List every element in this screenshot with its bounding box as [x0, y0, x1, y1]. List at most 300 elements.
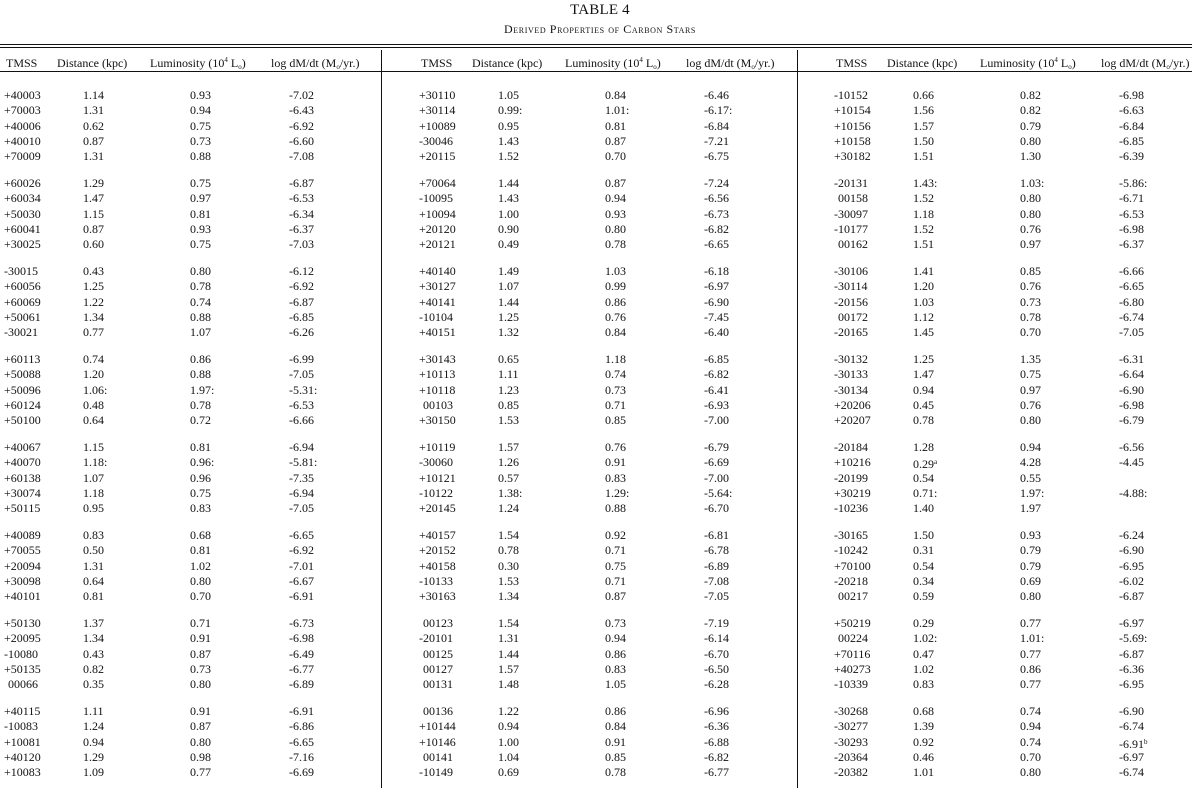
table-cell: 1.48: [498, 677, 519, 692]
table-cell: 1.53: [498, 573, 519, 588]
table-cell: -7.16: [289, 749, 314, 764]
table-cell: 1.52: [913, 221, 934, 236]
star-id: +40070: [4, 455, 41, 470]
table-cell: 0.93: [190, 221, 211, 236]
star-id: +60026: [4, 176, 41, 190]
table-cell: 1.35: [1020, 352, 1041, 366]
table-cell: 0.75: [605, 558, 626, 573]
table-cell: 1.52: [913, 191, 934, 206]
table-cell: -6.70: [704, 501, 729, 516]
table-cell: 0.75: [190, 118, 211, 133]
table-cell: 0.77: [1020, 646, 1041, 661]
table-cell: -6.88: [704, 734, 729, 749]
star-id: +40006: [4, 118, 41, 133]
table-cell: 0.80: [1020, 206, 1041, 221]
table-cell: 1.43: [498, 133, 519, 148]
table-cell: 1.43: [498, 191, 519, 206]
table-cell: 1.51: [913, 149, 934, 164]
star-id: -30097: [834, 206, 868, 221]
table-cell: 0.93: [605, 206, 626, 221]
table-cell: 0.77: [1020, 616, 1041, 630]
table-cell: -6.36: [704, 719, 729, 734]
table-cell: 0.99:: [498, 103, 523, 118]
star-id: +60041: [4, 221, 41, 236]
table-cell: -6.98: [1119, 397, 1144, 412]
table-cell: 1.07: [83, 470, 104, 485]
table-cell: 1.54: [498, 616, 519, 630]
star-id: +30110: [419, 88, 456, 102]
star-id: +20095: [4, 631, 41, 646]
table-cell: -6.75: [704, 149, 729, 164]
star-id: +10089: [419, 118, 456, 133]
table-cell: 0.71: [605, 573, 626, 588]
table-cell: 1.18: [83, 485, 104, 500]
star-id: -30277: [834, 719, 868, 734]
table-cell: 0.68: [913, 704, 934, 718]
table-cell: 0.84: [605, 325, 626, 340]
footnote-marker: b: [1144, 737, 1148, 746]
star-id: +20145: [419, 501, 456, 516]
table-cell: 1.02: [190, 558, 211, 573]
star-id: +40158: [419, 558, 456, 573]
table-cell: 1.07: [498, 279, 519, 294]
table-cell: 1.31: [83, 149, 104, 164]
table-cell: 0.80: [1020, 765, 1041, 780]
table-cell: -7.19: [704, 616, 729, 630]
column-header: log dM/dt $(M_o/yr.)$: [686, 56, 775, 71]
star-id: +30182: [834, 149, 871, 164]
star-id: +30150: [419, 413, 456, 428]
table-cell: 0.99: [605, 279, 626, 294]
table-cell: 0.96:: [190, 455, 215, 470]
table-cell: 0.83: [605, 470, 626, 485]
table-cell: -6.14: [704, 631, 729, 646]
table-cell: 1.05: [605, 677, 626, 692]
table-cell: 1.44: [498, 646, 519, 661]
star-id: +30098: [4, 573, 41, 588]
table-cell: -6.28: [704, 677, 729, 692]
table-cell: -6.82: [704, 367, 729, 382]
table-cell: 0.84: [605, 719, 626, 734]
table-cell: 1.25: [498, 309, 519, 324]
star-id: +70055: [4, 543, 41, 558]
table-cell: 0.77: [1020, 677, 1041, 692]
table-cell: 1.50: [913, 133, 934, 148]
table-cell: 1.28: [913, 440, 934, 454]
star-id: +30163: [419, 589, 456, 604]
star-id: -30021: [4, 325, 38, 340]
table-cell: 0.93: [1020, 528, 1041, 542]
table-cell: 1.11: [83, 704, 104, 718]
table-cell: 1.34: [83, 631, 104, 646]
table-cell: 1.20: [913, 279, 934, 294]
table-cell: 0.75: [190, 176, 211, 190]
star-id: +40115: [4, 704, 41, 718]
table-cell: 0.78: [605, 765, 626, 780]
star-id: 00125: [423, 646, 453, 661]
star-id: +50030: [4, 206, 41, 221]
star-id: 00066: [8, 677, 38, 692]
table-cell: -6.87: [1119, 589, 1144, 604]
header-subscript: o: [238, 63, 242, 71]
table-cell: 0.84: [605, 88, 626, 102]
table-cell: 1.03:: [1020, 176, 1045, 190]
star-id: -30268: [834, 704, 868, 718]
table-cell: 1.01: [913, 765, 934, 780]
table-cell: -6.24: [1119, 528, 1144, 542]
table-cell: 0.29$^a$: [913, 457, 938, 472]
table-cell: -6.60: [289, 133, 314, 148]
table-cell: -7.24: [704, 176, 729, 190]
table-cell: 0.77: [83, 325, 104, 340]
table-cell: -6.12: [289, 264, 314, 278]
table-cell: -5.81:: [289, 455, 318, 470]
table-cell: 1.57: [913, 118, 934, 133]
table-cell: 0.86: [1020, 661, 1041, 676]
header-subscript: o: [1166, 63, 1170, 71]
table-cell: -6.98: [1119, 88, 1144, 102]
table-cell: 0.80: [190, 734, 211, 749]
table-cell: 1.49: [498, 264, 519, 278]
table-cell: 0.98: [190, 749, 211, 764]
table-cell: -6.49: [289, 646, 314, 661]
star-id: +60138: [4, 470, 41, 485]
star-id: +40141: [419, 294, 456, 309]
table-cell: 0.66: [913, 88, 934, 102]
table-cell: -7.45: [704, 309, 729, 324]
table-cell: -7.35: [289, 470, 314, 485]
table-cell: 0.70: [605, 149, 626, 164]
table-cell: 0.86: [190, 352, 211, 366]
table-cell: -6.92: [289, 279, 314, 294]
table-cell: 0.64: [83, 573, 104, 588]
table-cell: 0.71: [190, 616, 211, 630]
table-cell: 1.44: [498, 176, 519, 190]
star-id: +10156: [834, 118, 871, 133]
table-cell: -6.95: [1119, 677, 1144, 692]
table-cell: -6.53: [289, 191, 314, 206]
table-cell: -6.39: [1119, 149, 1144, 164]
table-cell: 0.82: [83, 661, 104, 676]
table-cell: -6.66: [289, 413, 314, 428]
table-cell: -6.91: [289, 589, 314, 604]
column-header: Distance (kpc): [887, 56, 958, 70]
star-id: +10144: [419, 719, 456, 734]
table-cell: -6.17:: [704, 103, 733, 118]
table-cell: 0.78: [913, 413, 934, 428]
star-id: -20101: [419, 631, 453, 646]
table-cell: -5.86:: [1119, 176, 1148, 190]
table-cell: 1.06:: [83, 382, 108, 397]
table-cell: -6.65: [289, 734, 314, 749]
table-cell: 0.55: [1020, 470, 1041, 485]
table-cell: 0.74: [605, 367, 626, 382]
table-cell: 0.83: [605, 661, 626, 676]
table-cell: 0.83: [913, 677, 934, 692]
table-cell: 0.94: [913, 382, 934, 397]
star-id: +40120: [4, 749, 41, 764]
table-cell: 1.51: [913, 237, 934, 252]
table-cell: -7.00: [704, 413, 729, 428]
table-cell: 1.00: [498, 734, 519, 749]
table-cell: 0.97: [1020, 382, 1041, 397]
table-cell: -5.69:: [1119, 631, 1148, 646]
table-cell: -6.94: [289, 485, 314, 500]
table-cell: 0.85: [605, 413, 626, 428]
star-id: +40151: [419, 325, 456, 340]
table-cell: -6.74: [1119, 309, 1144, 324]
table-cell: 1.31: [498, 631, 519, 646]
table-cell: 1.37: [83, 616, 104, 630]
table-cell: -6.43: [289, 103, 314, 118]
star-id: +40273: [834, 661, 871, 676]
table-cell: -6.90: [1119, 543, 1144, 558]
table-cell: -6.90: [704, 294, 729, 309]
table-cell: -7.08: [289, 149, 314, 164]
table-cell: -6.87: [289, 294, 314, 309]
star-id: +60034: [4, 191, 41, 206]
table-cell: 0.87: [605, 133, 626, 148]
table-cell: -5.31:: [289, 382, 318, 397]
table-cell: 0.71: [605, 543, 626, 558]
table-cell: 1.56: [913, 103, 934, 118]
table-cell: 1.47: [913, 367, 934, 382]
table-cell: -6.97: [1119, 616, 1144, 630]
star-id: -30133: [834, 367, 868, 382]
table-cell: 1.02:: [913, 631, 938, 646]
star-id: +60056: [4, 279, 41, 294]
star-id: +40157: [419, 528, 456, 542]
table-cell: -6.02: [1119, 573, 1144, 588]
table-cell: 0.70: [1020, 325, 1041, 340]
table-cell: 0.85: [498, 397, 519, 412]
table-cell: 1.45: [913, 325, 934, 340]
table-cell: -6.73: [704, 206, 729, 221]
table-cell: 0.91: [605, 455, 626, 470]
star-id: +50100: [4, 413, 41, 428]
table-cell: 0.92: [605, 528, 626, 542]
table-cell: 0.71:: [913, 485, 938, 500]
table-cell: 0.94: [1020, 719, 1041, 734]
star-id: -10104: [419, 309, 453, 324]
star-id: 00127: [423, 661, 453, 676]
star-id: -10177: [834, 221, 868, 236]
table-cell: 1.47: [83, 191, 104, 206]
table-cell: 0.94: [190, 103, 211, 118]
table-cell: 0.83: [190, 501, 211, 516]
star-id: +50115: [4, 501, 41, 516]
table-cell: 0.78: [190, 279, 211, 294]
table-cell: -6.63: [1119, 103, 1144, 118]
table-cell: 0.70: [190, 589, 211, 604]
star-id: -30114: [834, 279, 868, 294]
table-cell: 0.86: [605, 646, 626, 661]
table-cell: 1.04: [498, 749, 519, 764]
table-cell: -6.98: [1119, 221, 1144, 236]
table-cell: 0.54: [913, 558, 934, 573]
table-cell: 0.48: [83, 397, 104, 412]
table-cell: 0.97: [190, 191, 211, 206]
table-cell: -6.53: [289, 397, 314, 412]
table-cell: -5.64:: [704, 485, 733, 500]
table-cell: -6.74: [1119, 719, 1144, 734]
table-cell: -6.36: [1119, 661, 1144, 676]
table-cell: -6.94: [289, 440, 314, 454]
star-id: -30165: [834, 528, 868, 542]
star-id: -20199: [834, 470, 868, 485]
table-cell: 0.95: [83, 501, 104, 516]
table-cell: 1.97:: [190, 382, 215, 397]
table-cell: -6.78: [704, 543, 729, 558]
star-id: +10216: [834, 455, 871, 470]
column-header: Distance (kpc): [472, 56, 543, 70]
table-subtitle: Derived Properties of Carbon Stars: [504, 22, 696, 36]
table-cell: 0.76: [1020, 397, 1041, 412]
table-cell: 1.24: [498, 501, 519, 516]
table-cell: 0.83: [83, 528, 104, 542]
table-cell: -7.01: [289, 558, 314, 573]
table-cell: 1.12: [913, 309, 934, 324]
table-cell: 0.77: [190, 765, 211, 780]
table-cell: 1.11: [498, 367, 519, 382]
table-cell: -6.87: [289, 176, 314, 190]
table-cell: 0.94: [83, 734, 104, 749]
star-id: +10081: [4, 734, 41, 749]
table-cell: -6.53: [1119, 206, 1144, 221]
star-id: -10152: [834, 88, 868, 102]
table-cell: 0.29: [913, 616, 934, 630]
table-cell: 0.87: [190, 646, 211, 661]
header-subscript: o: [1068, 63, 1072, 71]
table-cell: 0.80: [1020, 191, 1041, 206]
star-id: +70003: [4, 103, 41, 118]
table-cell: -6.97: [704, 279, 729, 294]
table-cell: 0.43: [83, 646, 104, 661]
table-cell: 0.94: [605, 631, 626, 646]
star-id: +10146: [419, 734, 456, 749]
table-cell: -6.85: [704, 352, 729, 366]
table-cell: -6.89: [704, 558, 729, 573]
table-cell: -6.65: [1119, 279, 1144, 294]
table-cell: 0.73: [605, 616, 626, 630]
table-cell: -6.82: [704, 749, 729, 764]
star-id: +30143: [419, 352, 456, 366]
header-superscript: 4: [224, 56, 228, 64]
star-id: +30114: [419, 103, 456, 118]
star-id: -30293: [834, 734, 868, 749]
table-cell: 0.81: [605, 118, 626, 133]
table-cell: 1.30: [1020, 149, 1041, 164]
table-cell: 1.22: [83, 294, 104, 309]
table-cell: 1.03: [913, 294, 934, 309]
table-cell: -6.69: [704, 455, 729, 470]
table-cell: -6.92: [289, 118, 314, 133]
table-cell: 0.76: [605, 309, 626, 324]
star-id: 00224: [838, 631, 868, 646]
table-cell: -6.56: [1119, 440, 1144, 454]
column-header: TMSS: [6, 56, 38, 70]
star-id: +20152: [419, 543, 456, 558]
table-cell: 0.35: [83, 677, 104, 692]
table-cell: 1.15: [83, 440, 104, 454]
star-id: +40140: [419, 264, 456, 278]
table-cell: 1.52: [498, 149, 519, 164]
star-id: +10118: [419, 382, 456, 397]
table-cell: 1.57: [498, 661, 519, 676]
top-rule-1: [0, 44, 1192, 45]
star-id: +20094: [4, 558, 41, 573]
table-cell: -7.00: [704, 470, 729, 485]
table-cell: 0.80: [1020, 589, 1041, 604]
table-cell: 0.75: [190, 485, 211, 500]
star-id: +40101: [4, 589, 41, 604]
table-cell: -6.67: [289, 573, 314, 588]
table-cell: 0.94: [1020, 440, 1041, 454]
table-cell: 0.76: [605, 440, 626, 454]
table-cell: 0.47: [913, 646, 934, 661]
table-cell: -6.89: [289, 677, 314, 692]
star-id: -20218: [834, 573, 868, 588]
table-cell: -4.45: [1119, 455, 1144, 470]
table-cell: 0.30: [498, 558, 519, 573]
table-cell: -4.88:: [1119, 485, 1148, 500]
column-header: Luminosity ($10^4$ $L_o$): [565, 56, 661, 71]
table-cell: 0.88: [190, 367, 211, 382]
table-cell: 0.78: [190, 397, 211, 412]
table-cell: 1.34: [498, 589, 519, 604]
table-cell: -6.64: [1119, 367, 1144, 382]
star-id: +20206: [834, 397, 871, 412]
table-cell: 1.20: [83, 367, 104, 382]
table-cell: -6.31: [1119, 352, 1144, 366]
star-id: -10095: [419, 191, 453, 206]
table-cell: 0.87: [190, 719, 211, 734]
star-id: -20165: [834, 325, 868, 340]
table-cell: 1.22: [498, 704, 519, 718]
table-cell: 1.39: [913, 719, 934, 734]
table-cell: 1.18:: [83, 455, 108, 470]
table-cell: -6.34: [289, 206, 314, 221]
table-cell: 0.54: [913, 470, 934, 485]
header-rule: [0, 71, 1192, 72]
table-cell: -6.73: [289, 616, 314, 630]
star-id: +50135: [4, 661, 41, 676]
table-cell: 4.28: [1020, 455, 1041, 470]
table-cell: 1.53: [498, 413, 519, 428]
table-cell: -7.05: [1119, 325, 1144, 340]
table-cell: 0.95: [498, 118, 519, 133]
table-cell: 1.29:: [605, 485, 630, 500]
table-cell: 0.76: [1020, 279, 1041, 294]
table-cell: 1.01:: [1020, 631, 1045, 646]
star-id: -10122: [419, 485, 453, 500]
table-cell: -6.41: [704, 382, 729, 397]
table-cell: -6.98: [289, 631, 314, 646]
star-id: 00162: [838, 237, 868, 252]
table-cell: 1.23: [498, 382, 519, 397]
star-id: 00103: [423, 397, 453, 412]
table-cell: 1.40: [913, 501, 934, 516]
table-cell: 0.75: [1020, 367, 1041, 382]
table-cell: 1.01:: [605, 103, 630, 118]
footnote-marker: a: [934, 458, 938, 467]
star-id: +30074: [4, 485, 41, 500]
table-cell: -6.56: [704, 191, 729, 206]
table-cell: -6.97: [1119, 749, 1144, 764]
table-cell: 0.97: [1020, 237, 1041, 252]
table-cell: 0.87: [83, 133, 104, 148]
table-cell: -6.91: [289, 704, 314, 718]
